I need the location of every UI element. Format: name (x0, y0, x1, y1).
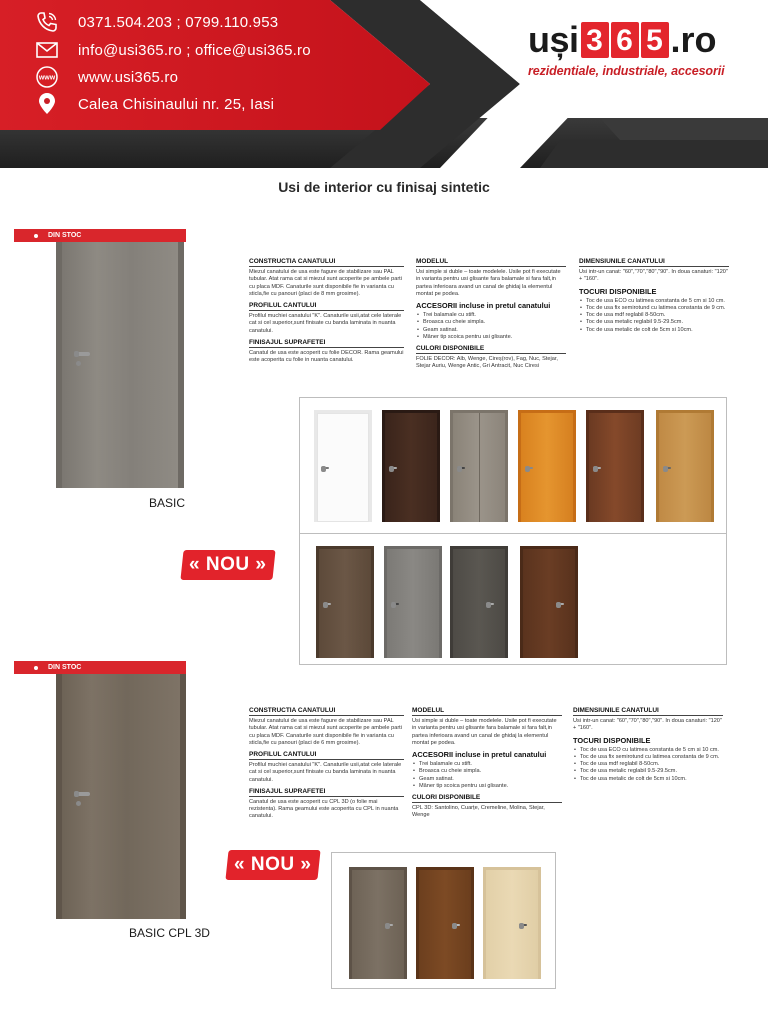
swatch-door-stejar-auriu[interactable] (656, 410, 714, 522)
address-row (34, 91, 274, 117)
spec-column (573, 707, 723, 783)
spec-heading: CONSTRUCTIA CANATULUI (249, 258, 404, 267)
spec-text: Usi simple si duble – toate modelele. Usile pot fi executate in varianta pentru usi glisante fara balamale si fara falt,in partea inferioara avand un canal de ghidaj la elementul montat pe podea. (412, 718, 557, 746)
logo-digit: 3 (581, 22, 609, 58)
spec-list-item: • Geam satinat. (416, 327, 566, 334)
spec-heading: TOCURI DISPONIBILE (573, 735, 651, 745)
new-badge-label: « NOU » (189, 554, 267, 575)
envelope-icon (34, 37, 60, 63)
spec-heading: DIMENSIUNILE CANATULUI (579, 258, 729, 267)
logo-tagline: rezidentiale, industriale, accesorii (528, 64, 725, 78)
main-door-image (56, 661, 186, 919)
spec-list (416, 312, 566, 341)
spec-heading: FINISAJUL SUPRAFETEI (249, 788, 404, 797)
spec-list-item: • Mâner tip scoica pentru usi glisante. (412, 783, 562, 790)
spec-list-item: • Toc de usa metalic reglabil 9.5-29.5cm. (579, 319, 729, 326)
swatch-door-antracit[interactable] (450, 546, 508, 658)
spec-heading: PROFILUL CANTULUI (249, 302, 404, 311)
spec-list (412, 761, 562, 790)
logo-digit: 5 (641, 22, 669, 58)
spec-list-item: • Toc de usa mdf reglabil 8-50cm. (573, 761, 723, 768)
spec-list-item: • Toc de usa mdf reglabil 8-50cm. (579, 312, 729, 319)
brand-logo[interactable] (528, 19, 760, 92)
main-door-image (56, 230, 184, 488)
in-stock-badge: DIN STOC (14, 229, 186, 242)
swatch-door-nuc-cpl[interactable] (416, 867, 474, 979)
spec-text: Usi intr-un canat: "60","70","80","90". In doua canaturi: "120" + "160". (579, 269, 728, 283)
swatch-door-wenge[interactable] (382, 410, 440, 522)
swatch-door-ciresi[interactable] (520, 546, 578, 658)
spec-heading: FINISAJUL SUPRAFETEI (249, 339, 404, 348)
spec-heading: MODELUL (412, 707, 562, 716)
swatch-door-white[interactable] (314, 410, 372, 522)
spec-column (412, 707, 562, 820)
globe-icon (34, 64, 60, 90)
spec-column (249, 707, 404, 821)
new-badge (225, 850, 320, 880)
new-badge-label: « NOU » (234, 854, 312, 875)
email-row (34, 37, 311, 63)
spec-text: Usi intr-un canat: "60","70","80","90". In doua canaturi: "120" + "160". (573, 718, 722, 732)
spec-heading: MODELUL (416, 258, 566, 267)
spec-text: Usi simple si duble – toate modelele. Usile pot fi executate in varianta pentru usi glisante fara balamale si fara falt,in partea inferioara avand un canal de ghidaj la elementul montat pe podea. (416, 269, 561, 297)
location-pin-icon (34, 91, 60, 117)
spec-heading: CULORI DISPONIBILE (412, 794, 562, 803)
spec-text: Canatul de usa este acoperit cu folie DECOR. Rama geamului este acoperita cu folie in nuanta canatului. (249, 350, 404, 364)
color-swatch-panel (299, 397, 727, 665)
spec-heading: ACCESORII incluse in pretul canatului (412, 750, 547, 760)
spec-list-item: • Toc de usa metalic reglabil 9.5-29.5cm. (573, 768, 723, 775)
spec-list-item: • Toc de usa ECO cu latimea constanta de 5 cm si 10 cm. (579, 298, 729, 305)
swatch-door-fag[interactable] (518, 410, 576, 522)
spec-text: Profilul muchiei canatului "K". Canaturile usii,atat cele laterale cat si cel superior,sunt finisate cu banda laminata in nuanta canatului. (249, 313, 402, 334)
logo-prefix: uși (528, 19, 579, 60)
spec-text: CPL 3D: Santolino, Cuarțe, Cremeline, Molina, Stejar, Wenge (412, 805, 545, 819)
email-addresses[interactable]: info@usi365.ro ; office@usi365.ro (78, 41, 311, 59)
swatch-door-nuc-inchis[interactable] (316, 546, 374, 658)
spec-text: FOLIE DECOR: Alb, Wenge, Cireș(rov), Fag, Nuc, Stejar, Stejar Auriu, Wenge Antic, Gri Antracit, Nuc Ciresi (416, 356, 558, 370)
product-name: BASIC (149, 496, 186, 510)
in-stock-badge: DIN STOC (14, 661, 186, 674)
spec-list-item: • Toc de usa metalic de colt de 5cm si 10cm. (573, 776, 723, 783)
www-icon-text: www (38, 74, 56, 82)
swatch-door-grey[interactable] (450, 410, 508, 522)
color-swatch-panel (331, 852, 556, 989)
swatch-door-cremeline[interactable] (483, 867, 541, 979)
swatch-door-gri-deschis[interactable] (384, 546, 442, 658)
new-badge (180, 550, 275, 580)
spec-column (416, 258, 566, 371)
spec-list-item: • Toc de usa fix semirotund cu latimea constanta de 9 cm. (579, 305, 729, 312)
spec-heading: DIMENSIUNILE CANATULUI (573, 707, 723, 716)
spec-heading: PROFILUL CANTULUI (249, 751, 404, 760)
address-text: Calea Chisinaului nr. 25, Iasi (78, 95, 275, 113)
keyhole-icon (76, 361, 81, 366)
swatch-door-gri-stejar[interactable] (349, 867, 407, 979)
spec-list-item: • Toc de usa metalic de colt de 5cm si 10cm. (579, 327, 729, 334)
spec-list-item: • Trei balamale cu stift. (412, 761, 562, 768)
spec-text: Canatul de usa este acoperit cu CPL 3D (o folie mai rezistenta). Rama geamului este acoperita cu CPL in nuanta canatului. (249, 799, 399, 820)
panel-divider (300, 533, 726, 534)
spec-list-item: • Geam satinat. (412, 776, 562, 783)
spec-heading: CULORI DISPONIBILE (416, 345, 566, 354)
spec-column (249, 258, 404, 364)
spec-list-item: • Trei balamale cu stift. (416, 312, 566, 319)
logo-digit: 6 (611, 22, 639, 58)
swatch-door-nuc[interactable] (586, 410, 644, 522)
spec-column (579, 258, 729, 334)
door-handle-icon (74, 792, 90, 796)
spec-list-item: • Broasca cu cheie simpla. (412, 768, 562, 775)
keyhole-icon (76, 801, 81, 806)
logo-wordmark (528, 19, 760, 60)
header-banner (0, 0, 768, 168)
page-title: Usi de interior cu finisaj sintetic (278, 179, 490, 195)
product-name: BASIC CPL 3D (129, 926, 210, 940)
logo-suffix: .ro (670, 19, 717, 60)
spec-heading: TOCURI DISPONIBILE (579, 286, 657, 296)
phone-icon (34, 9, 60, 35)
spec-list (579, 298, 729, 334)
spec-text: Miezul canatului de usa este fagure de stabilizare sau PAL tubular. Atat rama cat si miezul sunt acoperite pe ambele parti cu placa MDF. Canaturile sunt disponibile fie in varianta cu sticla,fie cu panouri (placi de 8 mm grosime). (249, 269, 402, 297)
spec-list (573, 747, 723, 783)
phone-row (34, 9, 278, 35)
spec-text: Profilul muchiei canatului "K". Canaturile usii,atat cele laterale cat si cel superior,sunt finisate cu banda laminata in nuanta canatului. (249, 762, 402, 783)
spec-list-item: • Broasca cu cheie simpla. (416, 319, 566, 326)
spec-list-item: • Toc de usa ECO cu latimea constanta de 5 cm si 10 cm. (573, 747, 723, 754)
door-handle-icon (74, 352, 90, 356)
spec-text: Miezul canatului de usa este fagure de stabilizare sau PAL tubular. Atat rama cat si miezul sunt acoperite pe ambele parti cu placa MDF. Canaturile sunt disponibile fie in varianta cu sticla,fie cu panouri (placi de 6 mm grosime). (249, 718, 402, 746)
website-link[interactable]: www.usi365.ro (78, 68, 179, 86)
spec-list-item: • Mâner tip scoica pentru usi glisante. (416, 334, 566, 341)
web-row (34, 64, 178, 90)
spec-list-item: • Toc de usa fix semirotund cu latimea constanta de 9 cm. (573, 754, 723, 761)
phone-numbers[interactable]: 0371.504.203 ; 0799.110.953 (78, 13, 279, 31)
spec-heading: ACCESORII incluse in pretul canatului (416, 301, 551, 311)
spec-heading: CONSTRUCTIA CANATULUI (249, 707, 404, 716)
